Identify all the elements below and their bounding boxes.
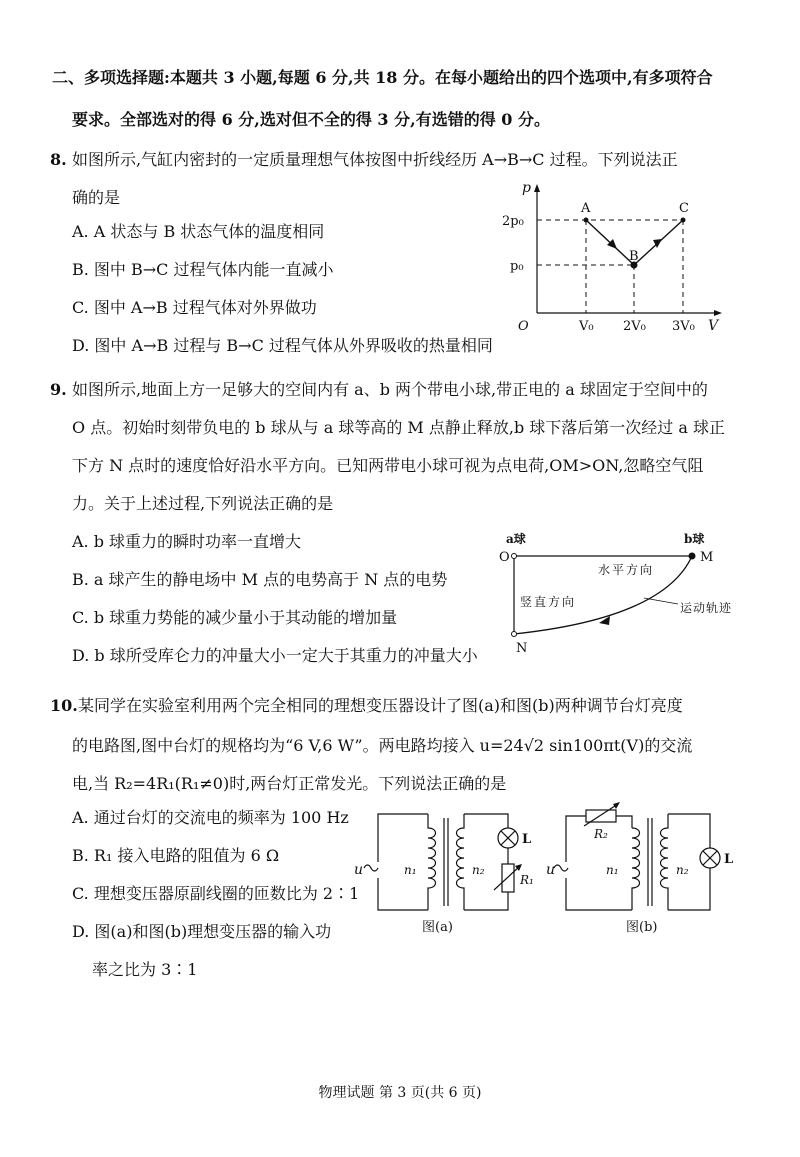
q9-figure xyxy=(496,526,736,660)
point-n xyxy=(512,632,517,637)
section-header-line2: 要求。全部选对的得 6 分,选对但不全的得 3 分,有选错的得 0 分。 xyxy=(72,110,550,129)
resistor-r1 xyxy=(502,864,514,892)
q9-stem-line2: O 点。初始时刻带负电的 b 球从与 a 球等高的 M 点静止释放,b 球下落后第一次经过 a 球正 xyxy=(72,418,726,437)
q8-stem-line1: 如图所示,气缸内密封的一定质量理想气体按图中折线经历 A→B→C 过程。下列说法正 xyxy=(72,150,678,169)
b-ball-label: b球 xyxy=(684,532,705,546)
question-number-9: 9. xyxy=(50,380,67,399)
q8-pv-diagram xyxy=(500,178,730,338)
tick-3v0: 3V₀ xyxy=(672,319,695,334)
section-header-line1: 二、多项选择题:本题共 3 小题,每题 6 分,共 18 分。在每小题给出的四个选项中,有多项符合 xyxy=(52,68,713,87)
ac-tilde-a xyxy=(364,865,378,871)
primary-coil-a xyxy=(428,814,436,910)
n1-label-b: n₁ xyxy=(606,863,619,877)
p-axis-arrow xyxy=(534,184,540,192)
q8-stem-line2: 确的是 xyxy=(72,188,121,207)
secondary-coil-a xyxy=(457,814,465,910)
tick-p0: p₀ xyxy=(510,259,524,274)
question-number-8: 8. xyxy=(50,150,67,169)
page-footer: 物理试题 第 3 页(共 6 页) xyxy=(318,1085,482,1101)
q8-option-b: B. 图中 B→C 过程气体内能一直减小 xyxy=(72,260,334,279)
primary-wire-a-bottom xyxy=(378,878,428,910)
primary-coil-b xyxy=(632,828,640,910)
q8-option-d: D. 图中 A→B 过程与 B→C 过程气体从外界吸收的热量相同 xyxy=(72,336,493,355)
resistor-label-r1: R₁ xyxy=(520,873,534,887)
vertical-label: 竖直方向 xyxy=(520,595,577,609)
q10-stem-line2: 的电路图,图中台灯的规格均为“6 V,6 W”。两电路均接入 u=24√2 sin100πt(V)的交流 xyxy=(72,736,693,755)
v-axis-arrow xyxy=(714,310,722,316)
source-u-label-b: u xyxy=(546,862,556,878)
q9-stem-line1: 如图所示,地面上方一足够大的空间内有 a、b 两个带电小球,带正电的 a 球固定于空间中的 xyxy=(72,380,708,399)
n2-label-a: n₂ xyxy=(472,863,485,877)
q10-circuit-a xyxy=(352,806,536,938)
primary-wire-a xyxy=(378,814,428,862)
source-u-label-a: u xyxy=(354,862,364,878)
resistor-r2 xyxy=(586,810,616,822)
q8-option-c: C. 图中 A→B 过程气体对外界做功 xyxy=(72,298,317,317)
q10-option-d-line2: 率之比为 3∶1 xyxy=(92,960,198,979)
ac-tilde-b xyxy=(554,865,568,871)
tick-v0: V₀ xyxy=(579,319,594,334)
q9-option-d: D. b 球所受库仑力的冲量大小一定大于其重力的冲量大小 xyxy=(72,646,478,665)
lamp-label-b: L xyxy=(724,852,734,867)
point-b-label: B xyxy=(629,249,639,264)
q9-stem-line4: 力。关于上述过程,下列说法正确的是 xyxy=(72,494,334,513)
b-ball xyxy=(689,553,696,560)
q10-circuit-b xyxy=(546,800,746,938)
tick-2p0: 2p₀ xyxy=(502,214,524,229)
trajectory-leader xyxy=(644,598,678,604)
q9-stem-line3: 下方 N 点时的速度恰好沿水平方向。已知两带电小球可视为点电荷,OM>ON,忽略空气阻 xyxy=(72,456,704,475)
q9-option-a: A. b 球重力的瞬时功率一直增大 xyxy=(72,532,302,551)
q9-option-b: B. a 球产生的静电场中 M 点的电势高于 N 点的电势 xyxy=(72,570,448,589)
q9-option-c: C. b 球重力势能的减少量小于其动能的增加量 xyxy=(72,608,398,627)
n1-label-a: n₁ xyxy=(404,863,417,877)
q10-option-d-line1: D. 图(a)和图(b)理想变压器的输入功 xyxy=(72,922,332,941)
secondary-coil-b xyxy=(661,814,669,910)
p-axis-label: p xyxy=(522,180,531,196)
q10-option-b: B. R₁ 接入电路的阻值为 6 Ω xyxy=(72,846,280,865)
q10-stem-line3: 电,当 R₂=4R₁(R₁≠0)时,两台灯正常发光。下列说法正确的是 xyxy=(72,774,507,793)
a-ball-label: a球 xyxy=(506,532,526,546)
n2-label-b: n₂ xyxy=(676,863,689,877)
a-ball xyxy=(512,554,517,559)
question-number-10: 10. xyxy=(50,696,78,715)
caption-a: 图(a) xyxy=(422,920,453,935)
v-axis-label: V xyxy=(708,318,719,334)
point-c-dot xyxy=(681,218,686,223)
point-m-label: M xyxy=(700,550,714,565)
q10-option-a: A. 通过台灯的交流电的频率为 100 Hz xyxy=(72,808,349,827)
lamp-label-a: L xyxy=(522,832,532,847)
horizontal-label: 水平方向 xyxy=(598,563,655,577)
caption-b: 图(b) xyxy=(626,920,658,935)
point-a-dot xyxy=(584,218,589,223)
origin-label: O xyxy=(518,319,529,334)
q8-option-a: A. A 状态与 B 状态气体的温度相同 xyxy=(72,222,325,241)
point-c-label: C xyxy=(679,201,689,216)
q10-option-c: C. 理想变压器原副线圈的匝数比为 2∶1 xyxy=(72,884,360,903)
point-n-label: N xyxy=(516,641,528,656)
point-o-label: O xyxy=(499,550,510,565)
q10-stem-line1: 某同学在实验室利用两个完全相同的理想变压器设计了图(a)和图(b)两种调节台灯亮度 xyxy=(78,696,683,715)
resistor-label-r2: R₂ xyxy=(594,827,608,841)
secondary-wire-a xyxy=(464,814,508,828)
point-a-label: A xyxy=(581,201,591,216)
trajectory-label: 运动轨迹 xyxy=(680,601,733,615)
tick-2v0: 2V₀ xyxy=(623,319,646,334)
